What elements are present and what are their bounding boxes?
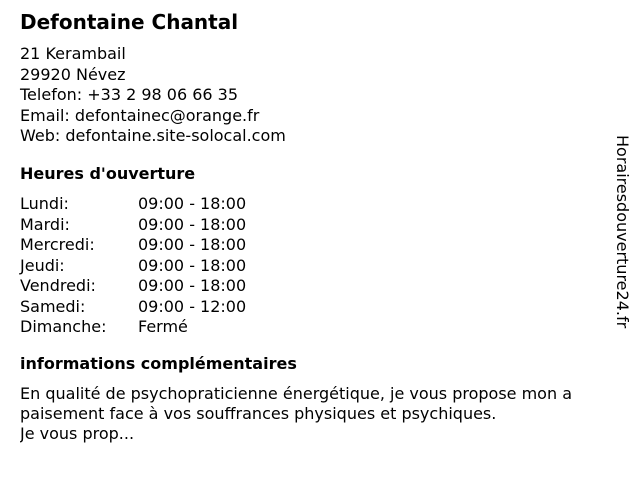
hours-time: 09:00 - 18:00 (138, 214, 247, 234)
email-address[interactable]: Email: defontainec@orange.fr (20, 105, 260, 125)
hours-time: 09:00 - 18:00 (138, 276, 247, 295)
hours-day: Mercredi: (20, 235, 95, 254)
info-heading: informations complémentaires (20, 354, 297, 373)
hours-day: Mardi: (20, 214, 70, 234)
hours-day: Dimanche: (20, 317, 107, 336)
hours-row-tuesday (20, 215, 246, 236)
description-text (20, 384, 616, 444)
hours-row-sunday (20, 317, 246, 338)
hours-day: Lundi: (20, 194, 69, 213)
description-line: En qualité de psychopraticienne énergétique, je vous propose mon a (20, 384, 572, 403)
hours-time: 09:00 - 12:00 (138, 296, 247, 316)
description-line: Je vous prop... (20, 424, 135, 443)
hours-time: Fermé (138, 317, 188, 336)
site-brand-vertical: Horairesdouverture24.fr (613, 135, 632, 329)
website-link[interactable]: Web: defontaine.site-solocal.com (20, 126, 286, 145)
opening-hours-table (20, 194, 246, 338)
hours-time: 09:00 - 18:00 (138, 235, 247, 254)
hours-day: Vendredi: (20, 276, 96, 295)
contact-block (20, 44, 286, 147)
hours-row-thursday (20, 256, 246, 277)
hours-time: 09:00 - 18:00 (138, 194, 247, 213)
business-name: Defontaine Chantal (20, 10, 239, 34)
hours-time: 09:00 - 18:00 (138, 255, 247, 275)
hours-day: Samedi: (20, 296, 86, 316)
hours-row-saturday (20, 297, 246, 318)
hours-heading: Heures d'ouverture (20, 164, 196, 183)
address-line1: 21 Kerambail (20, 44, 126, 63)
address-line2: 29920 Névez (20, 64, 126, 84)
hours-day: Jeudi: (20, 255, 65, 275)
hours-row-monday (20, 194, 246, 215)
phone-number[interactable]: Telefon: +33 2 98 06 66 35 (20, 85, 239, 104)
hours-row-wednesday (20, 235, 246, 256)
hours-row-friday (20, 276, 246, 297)
description-line: paisement face à vos souffrances physiques et psychiques. (20, 404, 497, 423)
